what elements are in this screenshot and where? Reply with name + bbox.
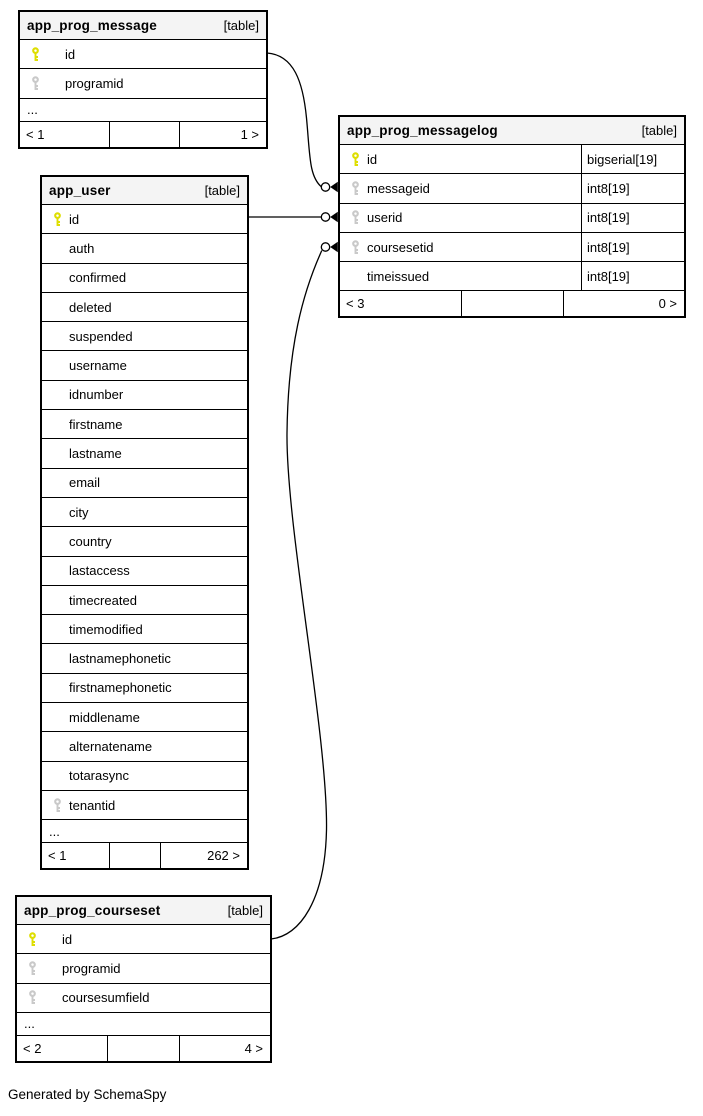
table-app_prog_courseset [15, 895, 272, 1063]
table-footer [340, 291, 684, 316]
foreign-key-icon [351, 240, 360, 255]
column-name: idnumber [69, 387, 124, 403]
column-name: id [367, 151, 378, 167]
edge-endpoint-circle-messageid [321, 183, 329, 191]
column-name: id [69, 211, 80, 227]
footer-spacer [462, 291, 564, 316]
primary-key-icon [31, 47, 40, 62]
column-row [42, 557, 247, 586]
foreign-key-icon [53, 798, 62, 813]
primary-key-icon [28, 932, 37, 947]
table-name[interactable]: app_prog_message [27, 18, 157, 33]
footer-children-count: 0 > [658, 296, 677, 312]
column-name: firstnamephonetic [69, 680, 172, 696]
table-header-app_user[interactable] [42, 177, 247, 205]
column-name: messageid [367, 180, 430, 196]
more-columns-ellipsis: ... [17, 1013, 270, 1036]
footer-parents-count: < 2 [17, 1036, 108, 1061]
footer-parents-count: < 1 [42, 843, 110, 868]
edge-endpoint-circle-coursesetid [321, 243, 329, 251]
edge-endpoint-circle-userid [321, 213, 329, 221]
table-header-app_prog_messagelog[interactable] [340, 117, 684, 145]
column-name: id [65, 46, 76, 62]
column-row-id [340, 145, 684, 174]
table-name[interactable]: app_prog_messagelog [347, 123, 498, 138]
more-columns-ellipsis: ... [42, 820, 247, 843]
column-row-programid [20, 69, 266, 98]
column-row [42, 322, 247, 351]
column-row-userid [340, 204, 684, 233]
column-row-programid [17, 954, 270, 983]
column-row [42, 293, 247, 322]
edge-endpoint-arrow-icon-userid [330, 212, 338, 223]
table-app_prog_messagelog [338, 115, 686, 318]
footer-children-count: 262 > [207, 848, 240, 864]
foreign-key-icon [31, 76, 40, 91]
primary-key-icon [53, 212, 62, 227]
column-row [42, 234, 247, 263]
column-name: middlename [69, 709, 140, 725]
column-row-coursesetid [340, 233, 684, 262]
column-row [42, 762, 247, 791]
column-row-id [17, 925, 270, 954]
column-name: tenantid [69, 797, 116, 813]
table-footer [17, 1036, 270, 1061]
table-app_user [40, 175, 249, 870]
column-row-messageid [340, 174, 684, 203]
column-row [42, 264, 247, 293]
column-row [42, 351, 247, 380]
column-type: int8[19] [581, 204, 684, 232]
column-name: userid [367, 210, 403, 226]
table-header-app_prog_courseset[interactable] [17, 897, 270, 925]
column-row-id [42, 205, 247, 234]
column-row [42, 527, 247, 556]
column-row [42, 469, 247, 498]
edge-app_prog_courseset-to-app_prog_messagelog [271, 251, 327, 940]
column-row-tenantid [42, 791, 247, 820]
column-name: country [69, 533, 112, 549]
table-kind-label: [table] [204, 183, 240, 198]
column-row [42, 439, 247, 468]
table-app_prog_message [18, 10, 268, 149]
column-name: programid [62, 960, 121, 976]
column-type: int8[19] [581, 174, 684, 202]
footer-parents-count: < 3 [340, 291, 462, 316]
table-name[interactable]: app_user [49, 183, 111, 198]
column-name: coursesetid [367, 239, 434, 255]
column-row-id [20, 40, 266, 69]
generated-by-note: Generated by SchemaSpy [8, 1087, 167, 1102]
edge-endpoint-arrow-icon-messageid [330, 182, 338, 193]
column-name: id [62, 931, 73, 947]
footer-parents-count: < 1 [20, 122, 110, 147]
column-row [42, 644, 247, 673]
footer-spacer [110, 843, 161, 868]
column-name: timemodified [69, 621, 143, 637]
table-kind-label: [table] [641, 123, 677, 138]
footer-children-count: 1 > [240, 126, 259, 142]
column-name: suspended [69, 328, 133, 344]
column-row [42, 703, 247, 732]
column-row-timeissued [340, 262, 684, 291]
column-name: username [69, 358, 127, 374]
column-type: int8[19] [581, 262, 684, 290]
edge-endpoint-arrow-icon-coursesetid [330, 242, 338, 253]
table-footer [42, 843, 247, 868]
table-name[interactable]: app_prog_courseset [24, 903, 161, 918]
foreign-key-icon [351, 181, 360, 196]
column-row [42, 586, 247, 615]
column-name: lastname [69, 446, 122, 462]
column-name: lastaccess [69, 563, 130, 579]
column-name: programid [65, 75, 124, 91]
foreign-key-icon [28, 990, 37, 1005]
column-name: confirmed [69, 270, 127, 286]
table-kind-label: [table] [227, 903, 263, 918]
column-name: email [69, 475, 101, 491]
foreign-key-icon [351, 210, 360, 225]
column-name: firstname [69, 416, 123, 432]
column-name: alternatename [69, 738, 153, 754]
edge-app_prog_message-to-app_prog_messagelog [267, 53, 321, 187]
column-row [42, 498, 247, 527]
column-row [42, 615, 247, 644]
footer-children-count: 4 > [244, 1040, 263, 1056]
table-header-app_prog_message[interactable] [20, 12, 266, 40]
column-name: auth [69, 240, 95, 256]
column-type: bigserial[19] [581, 145, 684, 173]
column-type: int8[19] [581, 233, 684, 261]
more-columns-ellipsis: ... [20, 99, 266, 122]
column-row [42, 410, 247, 439]
footer-spacer [110, 122, 180, 147]
column-row [42, 381, 247, 410]
column-row [42, 732, 247, 761]
column-row [42, 674, 247, 703]
footer-spacer [108, 1036, 180, 1061]
column-name: coursesumfield [62, 990, 150, 1006]
column-name: deleted [69, 299, 112, 315]
column-name: totarasync [69, 768, 129, 784]
column-name: city [69, 504, 89, 520]
primary-key-icon [351, 152, 360, 167]
foreign-key-icon [28, 961, 37, 976]
column-name: lastnamephonetic [69, 651, 171, 667]
table-kind-label: [table] [223, 18, 259, 33]
column-row-coursesumfield [17, 984, 270, 1013]
column-name: timecreated [69, 592, 137, 608]
table-footer [20, 122, 266, 147]
column-name: timeissued [367, 268, 430, 284]
